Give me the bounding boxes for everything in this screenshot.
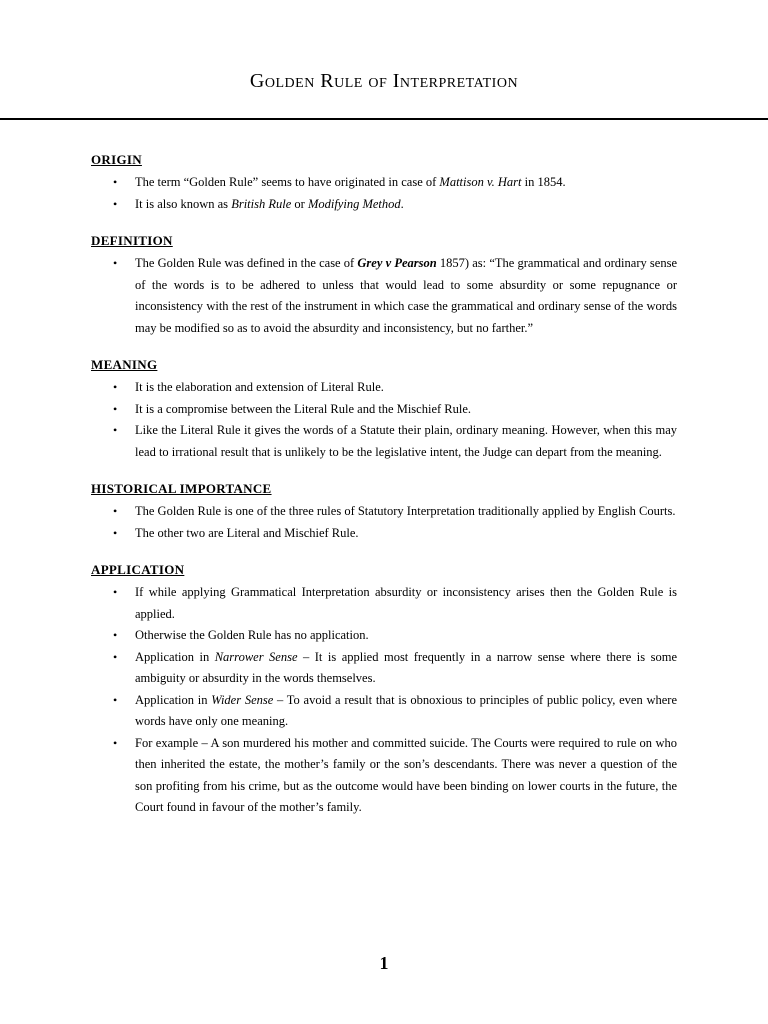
section-heading-application: APPLICATION bbox=[91, 562, 185, 577]
term: Modifying Method bbox=[307, 196, 401, 211]
section-heading-definition: DEFINITION bbox=[91, 233, 173, 248]
list-item bbox=[91, 253, 677, 339]
text: in 1854. bbox=[521, 175, 566, 189]
list-item bbox=[91, 690, 677, 733]
text: Application in bbox=[135, 649, 215, 664]
list-item bbox=[91, 647, 677, 690]
section-origin bbox=[91, 152, 677, 215]
text: The term “Golden Rule” seems to have originated in case of bbox=[135, 175, 440, 189]
list-item: • It is a compromise between the Literal Rule and the Mischief Rule. bbox=[91, 399, 677, 421]
document-title: Golden Rule of Interpretation bbox=[249, 70, 519, 92]
section-heading-meaning: MEANING bbox=[91, 357, 158, 372]
list-item bbox=[91, 172, 677, 194]
list-item: • Like the Literal Rule it gives the words of a Statute their plain, ordinary meaning. However, when this may lead to irrational result that is unlikely to be the legislative intent, the Judge can depart from the meaning. bbox=[91, 420, 677, 463]
term: British Rule bbox=[231, 196, 292, 211]
case-name: Grey v Pearson bbox=[357, 256, 437, 270]
text: 1857) as: “The grammatical and ordinary sense of the words is to be adhered to unless that would lead to some absurdity or some repugnance or inconsistency with the rest of the instrument in which case the grammatical and ordinary sense of the words may be modified so as to avoid the absurdity and inconsistency, but no farther.” bbox=[135, 256, 678, 335]
text: – To avoid a result that is obnoxious to principles of public policy, even where words have only one meaning. bbox=[135, 692, 677, 728]
text: The Golden Rule was defined in the case of bbox=[135, 256, 358, 270]
list-item: • If while applying Grammatical Interpretation absurdity or inconsistency arises then the Golden Rule is applied. bbox=[91, 582, 677, 625]
document-body bbox=[91, 152, 677, 837]
list-item: • The other two are Literal and Mischief Rule. bbox=[91, 523, 677, 545]
text: or bbox=[291, 196, 308, 211]
section-application bbox=[91, 562, 677, 819]
list-item: • For example – A son murdered his mother and committed suicide. The Courts were required to rule on who then inherited the estate, the mother’s family or the son’s descendants. There was never a question of the son profiting from his crime, but as the outcome would have been binding on lower courts in the future, the Court found in favour of the mother’s family. bbox=[91, 733, 677, 819]
text: – It is applied most frequently in a narrow sense where there is some ambiguity or absurdity in the words themselves. bbox=[135, 649, 677, 685]
section-definition bbox=[91, 233, 677, 339]
list-item: • The Golden Rule is one of the three rules of Statutory Interpretation traditionally applied by English Courts. bbox=[91, 501, 677, 523]
section-meaning bbox=[91, 357, 677, 463]
definition-list bbox=[91, 253, 677, 339]
title-divider bbox=[0, 118, 768, 120]
case-name: Mattison v. Hart bbox=[439, 175, 522, 189]
section-heading-historical-importance: HISTORICAL IMPORTANCE bbox=[91, 481, 272, 496]
page-number: 1 bbox=[379, 953, 389, 973]
application-list bbox=[91, 582, 677, 819]
text: It is also known as bbox=[135, 196, 232, 211]
historical-list bbox=[91, 501, 677, 544]
section-heading-origin: ORIGIN bbox=[91, 152, 142, 167]
list-item: • Otherwise the Golden Rule has no application. bbox=[91, 625, 677, 647]
section-historical-importance bbox=[91, 481, 677, 544]
term: Wider Sense bbox=[211, 692, 274, 707]
list-item bbox=[91, 194, 677, 216]
list-item: • It is the elaboration and extension of Literal Rule. bbox=[91, 377, 677, 399]
text: Application in bbox=[135, 692, 212, 707]
origin-list bbox=[91, 172, 677, 215]
term: Narrower Sense bbox=[214, 649, 298, 664]
text: . bbox=[400, 196, 404, 211]
meaning-list bbox=[91, 377, 677, 463]
